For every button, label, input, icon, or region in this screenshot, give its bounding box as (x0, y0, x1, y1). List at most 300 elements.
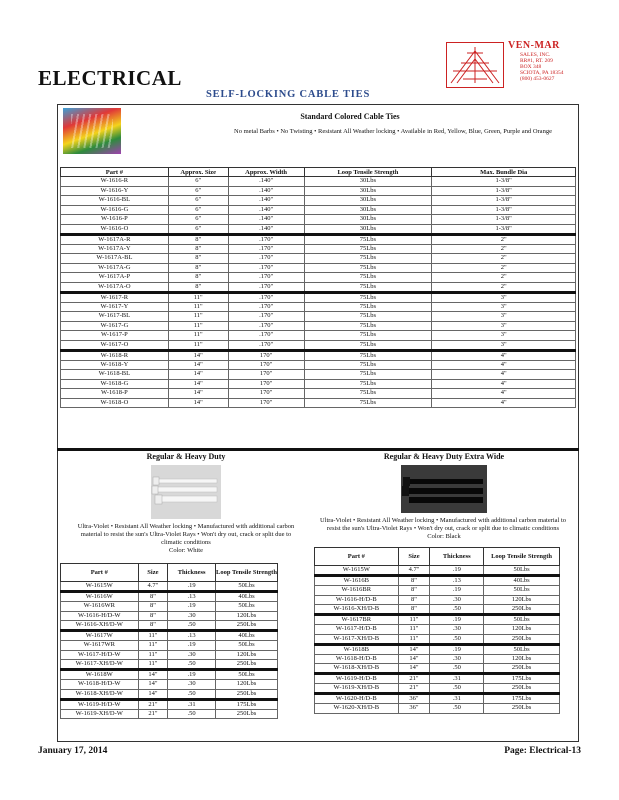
table-row (61, 650, 278, 660)
table-cell: .30 (168, 611, 216, 621)
table-cell: W-1618B (315, 644, 399, 654)
column-header: Loop Tensile Strength (484, 548, 560, 566)
logo-line: (800) 453-0627 (520, 76, 555, 82)
table-cell: 6" (168, 205, 228, 215)
table-row (61, 699, 278, 709)
table-row (61, 196, 576, 206)
standard-description: No metal Barbs • No Twisting • Resistant All Weather locking • Available in Red, Yellow, Blue, Green, Purple and Orange (234, 128, 552, 135)
column-header: Size (138, 564, 168, 582)
column-header: Thickness (430, 548, 484, 566)
table-cell: 1-3/8" (432, 186, 576, 196)
table-cell: 75Lbs (304, 312, 432, 322)
table-cell: .140" (228, 224, 304, 234)
column-header: Part # (61, 168, 169, 177)
table-row (61, 379, 576, 389)
table-cell: .170" (228, 331, 304, 341)
table-cell: 11" (168, 292, 228, 302)
table-cell: 250Lbs (215, 709, 277, 719)
table-cell: W-1617A-O (61, 282, 169, 292)
table-cell: .19 (168, 582, 216, 592)
table-cell: 40Lbs (215, 631, 277, 641)
table-cell: 2" (432, 282, 576, 292)
table-cell: 3" (432, 331, 576, 341)
table-cell: 75Lbs (304, 331, 432, 341)
table-cell: 2" (432, 263, 576, 273)
column-header: Max. Bundle Dia (432, 168, 576, 177)
table-cell: .31 (168, 699, 216, 709)
table-cell: 30Lbs (304, 196, 432, 206)
table-cell: 40Lbs (484, 576, 560, 586)
table-cell: .170" (228, 282, 304, 292)
table-row (61, 292, 576, 302)
table-cell: W-1616-BL (61, 196, 169, 206)
table-cell: .170" (228, 273, 304, 283)
page-title: ELECTRICAL (38, 66, 182, 90)
table-cell: 4.7" (398, 566, 430, 576)
section-divider (57, 448, 579, 451)
table-cell: W-1620-XH/D-B (315, 704, 399, 714)
table-cell: .50 (430, 704, 484, 714)
table-row (61, 680, 278, 690)
table-cell: 4" (432, 398, 576, 408)
table-cell: W-1618-G (61, 379, 169, 389)
table-cell: 11" (138, 660, 168, 670)
table-cell: 3" (432, 292, 576, 302)
table-cell: .13 (168, 631, 216, 641)
wide-description: Ultra-Violet • Resistant All Weather locking • Manufactured with additional carbon material to resist the sun's Ultra-Violet Rays • Won't dry out, crack or split due to climatic conditions (319, 517, 567, 532)
regular-ties-table (60, 563, 278, 719)
column-header: Thickness (168, 564, 216, 582)
column-header: Approx. Size (168, 168, 228, 177)
table-cell: 75Lbs (304, 360, 432, 370)
table-cell: W-1616-H/D-B (315, 595, 399, 605)
colored-ties-photo (63, 108, 121, 154)
table-row (315, 704, 560, 714)
table-cell: 6" (168, 224, 228, 234)
table-row (61, 244, 576, 254)
table-cell: 170" (228, 350, 304, 360)
table-cell: 14" (138, 680, 168, 690)
table-row (315, 684, 560, 694)
table-row (315, 644, 560, 654)
table-cell: W-1619-XH/D-W (61, 709, 139, 719)
table-cell: 14" (168, 350, 228, 360)
table-cell: .140" (228, 186, 304, 196)
table-cell: 250Lbs (484, 704, 560, 714)
table-row (315, 634, 560, 644)
table-cell: 8" (168, 234, 228, 244)
table-cell: 50Lbs (484, 566, 560, 576)
table-cell: 170" (228, 379, 304, 389)
table-cell: 75Lbs (304, 234, 432, 244)
table-cell: 75Lbs (304, 321, 432, 331)
table-row (315, 566, 560, 576)
table-cell: 8" (168, 244, 228, 254)
table-cell: .31 (430, 674, 484, 684)
table-cell: W-1618-H/D-W (61, 680, 139, 690)
table-cell: W-1616WR (61, 602, 139, 612)
standard-ties-table (60, 167, 576, 408)
column-header: Part # (315, 548, 399, 566)
table-cell: 6" (168, 196, 228, 206)
table-cell: W-1617-P (61, 331, 169, 341)
table-cell: 2" (432, 254, 576, 264)
table-cell: 120Lbs (484, 654, 560, 664)
table-cell: 11" (168, 302, 228, 312)
section-banner: SELF-LOCKING CABLE TIES (206, 89, 371, 100)
table-cell: W-1618-Y (61, 360, 169, 370)
table-cell: 8" (168, 273, 228, 283)
table-row (315, 625, 560, 635)
table-cell: W-1617A-Y (61, 244, 169, 254)
table-cell: 21" (138, 699, 168, 709)
table-cell: W-1616BR (315, 586, 399, 596)
table-row (61, 370, 576, 380)
table-cell: 14" (398, 644, 430, 654)
wide-ties-table (314, 547, 560, 714)
table-cell: 50Lbs (484, 586, 560, 596)
table-cell: 14" (168, 370, 228, 380)
table-row (315, 576, 560, 586)
table-cell: W-1617-Y (61, 302, 169, 312)
table-cell: 170" (228, 370, 304, 380)
table-cell: W-1616-R (61, 177, 169, 187)
table-cell: W-1617-G (61, 321, 169, 331)
table-cell: 50Lbs (484, 615, 560, 625)
table-cell: .30 (168, 650, 216, 660)
table-cell: 250Lbs (484, 634, 560, 644)
table-cell: W-1617-XH/D-W (61, 660, 139, 670)
table-cell: .50 (168, 689, 216, 699)
table-cell: W-1617A-P (61, 273, 169, 283)
table-cell: 50Lbs (215, 582, 277, 592)
table-cell: .19 (430, 566, 484, 576)
table-cell: W-1617-R (61, 292, 169, 302)
table-cell: 3" (432, 321, 576, 331)
table-row (61, 660, 278, 670)
table-cell: 75Lbs (304, 350, 432, 360)
table-cell: .50 (168, 621, 216, 631)
table-cell: 4" (432, 370, 576, 380)
table-cell: W-1616-P (61, 215, 169, 225)
table-cell: .170" (228, 263, 304, 273)
table-cell: 250Lbs (215, 689, 277, 699)
table-cell: 75Lbs (304, 302, 432, 312)
table-cell: W-1617A-G (61, 263, 169, 273)
column-header: Approx. Width (228, 168, 304, 177)
table-cell: 4" (432, 350, 576, 360)
table-cell: 4" (432, 360, 576, 370)
table-cell: W-1617-O (61, 340, 169, 350)
table-cell: W-1618-XH/D-W (61, 689, 139, 699)
table-row (61, 321, 576, 331)
column-header: Loop Tensile Strength (215, 564, 277, 582)
table-cell: .170" (228, 244, 304, 254)
table-cell: W-1620-H/D-B (315, 694, 399, 704)
table-cell: 8" (138, 621, 168, 631)
table-row (61, 611, 278, 621)
table-cell: 11" (398, 615, 430, 625)
table-cell: .30 (430, 654, 484, 664)
table-cell: 4.7" (138, 582, 168, 592)
footer-page-number: Page: Electrical-13 (504, 746, 581, 756)
table-cell: 250Lbs (215, 660, 277, 670)
regular-column (60, 452, 312, 719)
logo-line: SCIOTA, PA 18354 (520, 70, 564, 76)
table-cell: 75Lbs (304, 282, 432, 292)
table-cell: 11" (168, 312, 228, 322)
table-row (315, 595, 560, 605)
table-cell: .50 (430, 664, 484, 674)
table-cell: 14" (168, 389, 228, 399)
table-cell: 175Lbs (215, 699, 277, 709)
table-row (315, 615, 560, 625)
table-cell: .50 (168, 660, 216, 670)
column-header: Part # (61, 564, 139, 582)
table-row (61, 592, 278, 602)
table-cell: 75Lbs (304, 244, 432, 254)
table-cell: 75Lbs (304, 340, 432, 350)
table-cell: 8" (138, 592, 168, 602)
white-ties-photo (151, 465, 221, 519)
table-row (61, 582, 278, 592)
table-row (315, 664, 560, 674)
table-cell: 120Lbs (484, 595, 560, 605)
table-cell: W-1616-G (61, 205, 169, 215)
column-header: Loop Tensile Strength (304, 168, 432, 177)
table-cell: W-1619-H/D-W (61, 699, 139, 709)
table-cell: W-1617-XH/D-B (315, 634, 399, 644)
table-cell: 30Lbs (304, 224, 432, 234)
wide-title: Regular & Heavy Duty Extra Wide (383, 452, 505, 461)
table-cell: .50 (430, 634, 484, 644)
table-cell: W-1616-Y (61, 186, 169, 196)
table-row (61, 234, 576, 244)
table-cell: 3" (432, 312, 576, 322)
table-cell: 14" (138, 689, 168, 699)
table-cell: 250Lbs (484, 664, 560, 674)
footer-date: January 17, 2014 (38, 746, 108, 756)
table-cell: 50Lbs (484, 644, 560, 654)
table-cell: .170" (228, 234, 304, 244)
table-cell: 3" (432, 340, 576, 350)
table-cell: 120Lbs (215, 650, 277, 660)
table-cell: W-1618-XH/D-B (315, 664, 399, 674)
table-row (61, 177, 576, 187)
table-cell: 75Lbs (304, 398, 432, 408)
table-cell: .19 (430, 615, 484, 625)
table-cell: W-1616-O (61, 224, 169, 234)
table-cell: .140" (228, 177, 304, 187)
table-cell: W-1618-R (61, 350, 169, 360)
table-cell: 14" (398, 664, 430, 674)
table-cell: W-1617W (61, 631, 139, 641)
table-cell: 21" (398, 684, 430, 694)
table-cell: 11" (168, 331, 228, 341)
table-cell: 175Lbs (484, 674, 560, 684)
table-row (61, 186, 576, 196)
table-cell: W-1619-H/D-B (315, 674, 399, 684)
table-cell: W-1615W (315, 566, 399, 576)
table-cell: .50 (430, 605, 484, 615)
table-cell: 250Lbs (215, 621, 277, 631)
table-cell: .170" (228, 340, 304, 350)
table-cell: 1-3/8" (432, 205, 576, 215)
table-cell: W-1618-O (61, 398, 169, 408)
table-cell: .50 (430, 684, 484, 694)
table-cell: W-1616-H/D-W (61, 611, 139, 621)
table-cell: W-1617WR (61, 641, 139, 651)
table-row (315, 586, 560, 596)
table-cell: 14" (398, 654, 430, 664)
table-row (61, 282, 576, 292)
table-cell: W-1618-BL (61, 370, 169, 380)
standard-title: Standard Colored Cable Ties (300, 112, 400, 121)
table-cell: .30 (430, 625, 484, 635)
table-cell: .19 (168, 670, 216, 680)
table-row (315, 674, 560, 684)
table-cell: W-1617-BL (61, 312, 169, 322)
table-cell: 250Lbs (484, 684, 560, 694)
logo-line: RR#1, RT. 209 (520, 58, 553, 64)
table-cell: 120Lbs (215, 680, 277, 690)
table-cell: 30Lbs (304, 215, 432, 225)
table-cell: W-1617-H/D-W (61, 650, 139, 660)
table-cell: W-1616-XH/D-W (61, 621, 139, 631)
table-row (61, 205, 576, 215)
table-cell: .140" (228, 215, 304, 225)
table-cell: 8" (138, 611, 168, 621)
table-cell: 4" (432, 379, 576, 389)
table-cell: 30Lbs (304, 177, 432, 187)
table-cell: 170" (228, 360, 304, 370)
table-row (61, 602, 278, 612)
table-cell: 75Lbs (304, 292, 432, 302)
table-cell: 1-3/8" (432, 196, 576, 206)
logo-name: VEN-MAR (508, 40, 560, 51)
table-cell: 3" (432, 302, 576, 312)
table-cell: 1-3/8" (432, 224, 576, 234)
table-row (61, 215, 576, 225)
table-cell: W-1619-XH/D-B (315, 684, 399, 694)
table-cell: W-1617-H/D-B (315, 625, 399, 635)
table-cell: 21" (398, 674, 430, 684)
column-header: Size (398, 548, 430, 566)
table-cell: 36" (398, 694, 430, 704)
table-cell: 8" (138, 602, 168, 612)
table-row (315, 694, 560, 704)
table-cell: .30 (168, 680, 216, 690)
table-cell: .19 (168, 641, 216, 651)
table-cell: 50Lbs (215, 641, 277, 651)
table-cell: .19 (430, 644, 484, 654)
table-cell: 75Lbs (304, 370, 432, 380)
wide-color: Color: Black (427, 533, 461, 540)
logo-line: BOX 348 (520, 64, 542, 70)
table-cell: 75Lbs (304, 263, 432, 273)
table-cell: 14" (168, 360, 228, 370)
table-cell: .140" (228, 196, 304, 206)
table-row (315, 605, 560, 615)
regular-color: Color: White (168, 547, 203, 554)
table-cell: 50Lbs (215, 602, 277, 612)
table-cell: 1-3/8" (432, 215, 576, 225)
company-logo (446, 38, 586, 88)
table-cell: .50 (168, 709, 216, 719)
table-cell: W-1618-P (61, 389, 169, 399)
table-cell: .19 (430, 586, 484, 596)
table-cell: .30 (430, 595, 484, 605)
table-cell: .170" (228, 292, 304, 302)
table-row (61, 641, 278, 651)
table-cell: 8" (398, 586, 430, 596)
table-cell: 36" (398, 704, 430, 714)
table-cell: W-1617A-R (61, 234, 169, 244)
logo-line: SALES, INC. (520, 52, 551, 58)
table-cell: 30Lbs (304, 186, 432, 196)
table-cell: 8" (398, 595, 430, 605)
table-cell: .140" (228, 205, 304, 215)
regular-title: Regular & Heavy Duty (146, 452, 226, 461)
table-cell: .13 (430, 576, 484, 586)
table-cell: 75Lbs (304, 254, 432, 264)
table-cell: 50Lbs (215, 670, 277, 680)
table-cell: 250Lbs (484, 605, 560, 615)
table-cell: .170" (228, 254, 304, 264)
table-cell: .170" (228, 302, 304, 312)
table-cell: 2" (432, 273, 576, 283)
table-cell: 8" (398, 605, 430, 615)
black-ties-photo (401, 465, 487, 513)
table-cell: 4" (432, 389, 576, 399)
table-row (61, 670, 278, 680)
table-cell: 175Lbs (484, 694, 560, 704)
table-cell: 75Lbs (304, 389, 432, 399)
table-cell: 11" (138, 641, 168, 651)
table-cell: 11" (168, 340, 228, 350)
table-cell: 30Lbs (304, 205, 432, 215)
table-cell: 6" (168, 177, 228, 187)
table-row (61, 389, 576, 399)
table-row (61, 340, 576, 350)
table-cell: .170" (228, 321, 304, 331)
table-cell: 75Lbs (304, 273, 432, 283)
table-cell: .170" (228, 312, 304, 322)
table-cell: W-1618-H/D-B (315, 654, 399, 664)
table-row (61, 621, 278, 631)
table-cell: W-1615W (61, 582, 139, 592)
table-cell: 120Lbs (484, 625, 560, 635)
logo-emblem-icon (446, 42, 504, 88)
table-cell: .19 (168, 602, 216, 612)
table-cell: W-1617BR (315, 615, 399, 625)
table-row (61, 709, 278, 719)
wide-column (312, 452, 576, 714)
table-cell: 6" (168, 215, 228, 225)
table-cell: 75Lbs (304, 379, 432, 389)
table-row (61, 350, 576, 360)
table-cell: 8" (168, 254, 228, 264)
table-row (61, 254, 576, 264)
table-row (61, 224, 576, 234)
table-cell: 170" (228, 398, 304, 408)
table-cell: 1-3/8" (432, 177, 576, 187)
table-cell: 2" (432, 234, 576, 244)
table-cell: 11" (398, 634, 430, 644)
table-cell: W-1616-XH/D-B (315, 605, 399, 615)
table-cell: W-1616B (315, 576, 399, 586)
table-cell: 8" (168, 282, 228, 292)
